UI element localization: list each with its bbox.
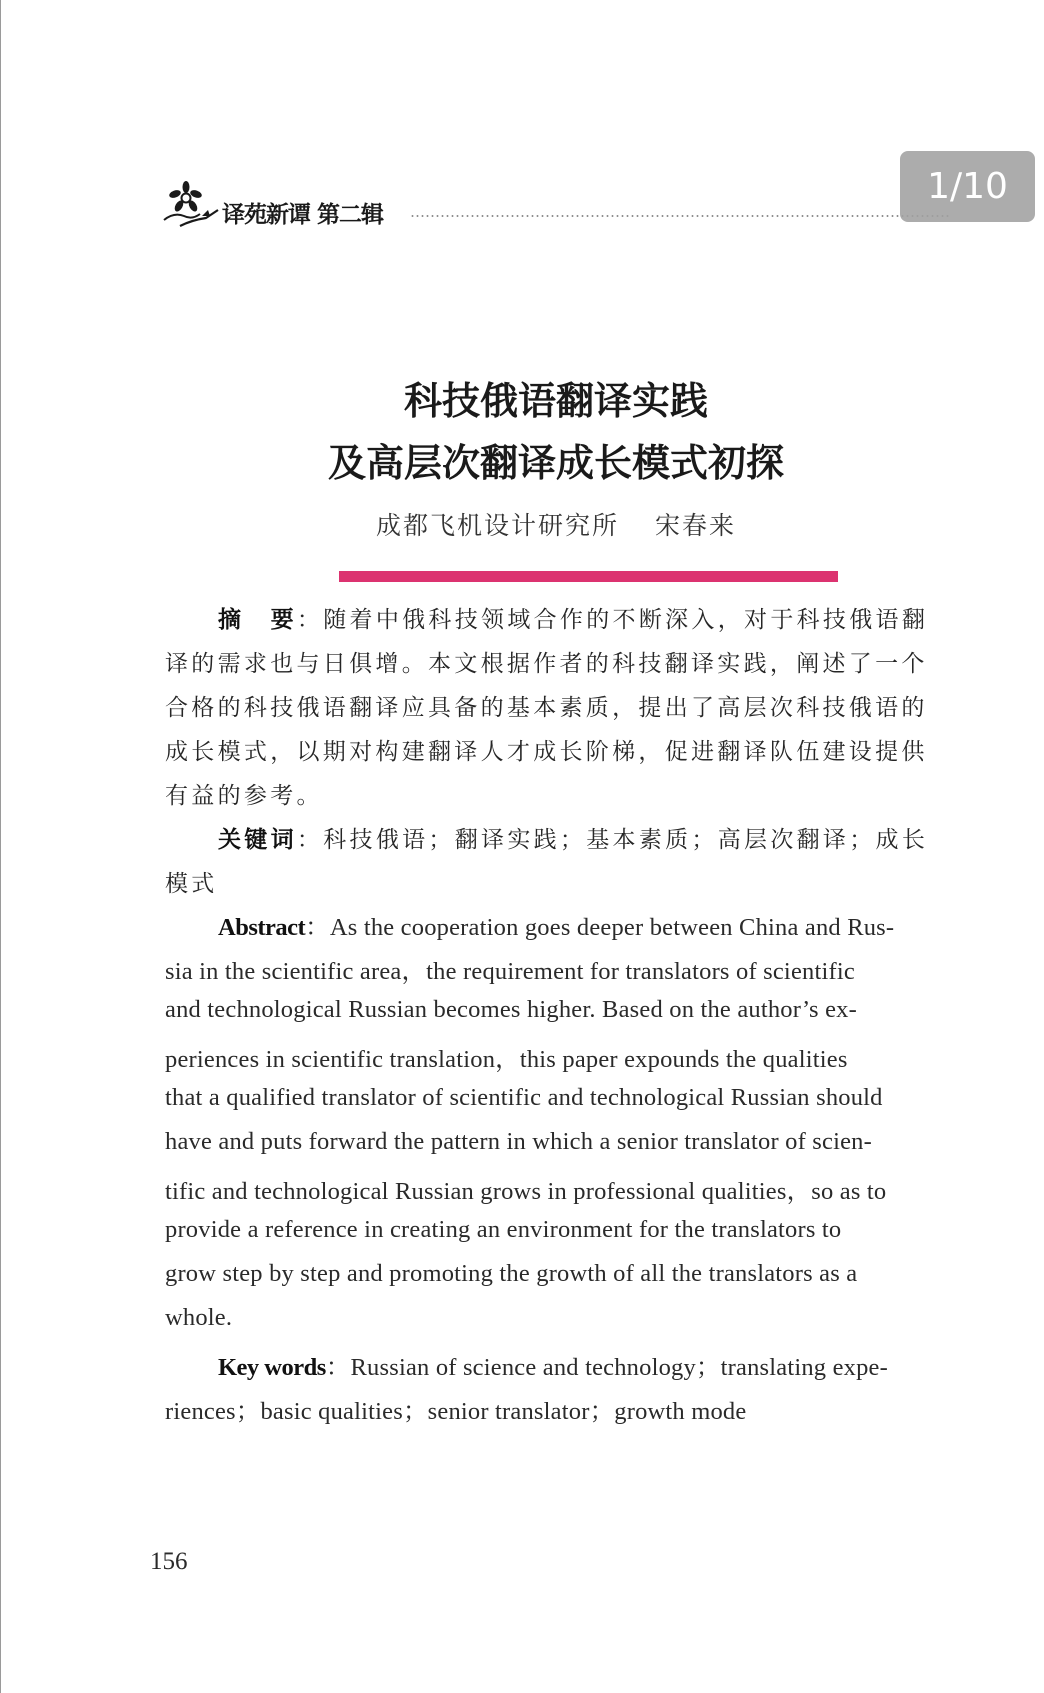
running-header [162,180,950,230]
header-dotted-rule [410,215,950,217]
abstract-en-label: Abstract [218,914,306,941]
keywords-cn-line: 关键词：科技俄语；翻译实践；基本素质；高层次翻译；成长 [218,827,929,853]
keywords-en-label: Key words [218,1354,326,1381]
abstract-en-line: have and puts forward the pattern in which a senior translator of scien- [165,1128,872,1155]
keywords-cn-label: 关键词 [218,827,297,853]
keywords-en-line: riences；basic qualities；senior translator；growth mode [165,1398,747,1425]
abstract-cn-line: 合格的科技俄语翻译应具备的基本素质，提出了高层次科技俄语的 [165,695,928,721]
journal-title: 译苑新谭 第二辑 [222,202,384,228]
abstract-en-line: Abstract：As the cooperation goes deeper between China and Rus- [218,914,895,941]
abstract-en-line: that a qualified translator of scientific and technological Russian should [165,1084,883,1111]
keywords-en-line: Key words：Russian of science and technology；translating expe- [218,1354,888,1381]
author-name: 宋春来 [655,511,737,540]
abstract-en-line: and technological Russian becomes higher. Based on the author’s ex- [165,996,857,1023]
abstract-en-line: grow step by step and promoting the growth of all the translators as a [165,1260,858,1287]
abstract-cn-line: 成长模式，以期对构建翻译人才成长阶梯，促进翻译队伍建设提供 [165,739,928,765]
page-counter-badge: 1/10 [900,151,1035,222]
abstract-en-line: provide a reference in creating an environment for the translators to [165,1216,842,1243]
page-number: 156 [150,1548,188,1575]
abstract-en-line: whole. [165,1304,233,1331]
flower-logo-icon [162,180,222,230]
abstract-cn-line: 译的需求也与日俱增。本文根据作者的科技翻译实践，阐述了一个 [165,651,928,677]
byline [0,506,950,542]
text-highlight-annotation[interactable] [339,571,838,582]
article-title-line-2: 及高层次翻译成长模式初探 [327,440,784,485]
abstract-cn-line: 摘 要：随着中俄科技领域合作的不断深入，对于科技俄语翻 [218,607,929,633]
abstract-en-line: tific and technological Russian grows in professional qualities，so as to [165,1178,887,1205]
abstract-en-line: periences in scientific translation，this paper expounds the qualities [165,1046,848,1073]
keywords-cn-line: 模式 [165,871,218,897]
abstract-cn-line: 有益的参考。 [165,783,323,809]
abstract-en-line: sia in the scientific area，the requirement for translators of scientific [165,958,855,985]
author-affiliation: 成都飞机设计研究所 [375,511,619,540]
abstract-cn-label: 摘 要 [218,607,297,633]
article-title-line-1: 科技俄语翻译实践 [403,378,708,423]
